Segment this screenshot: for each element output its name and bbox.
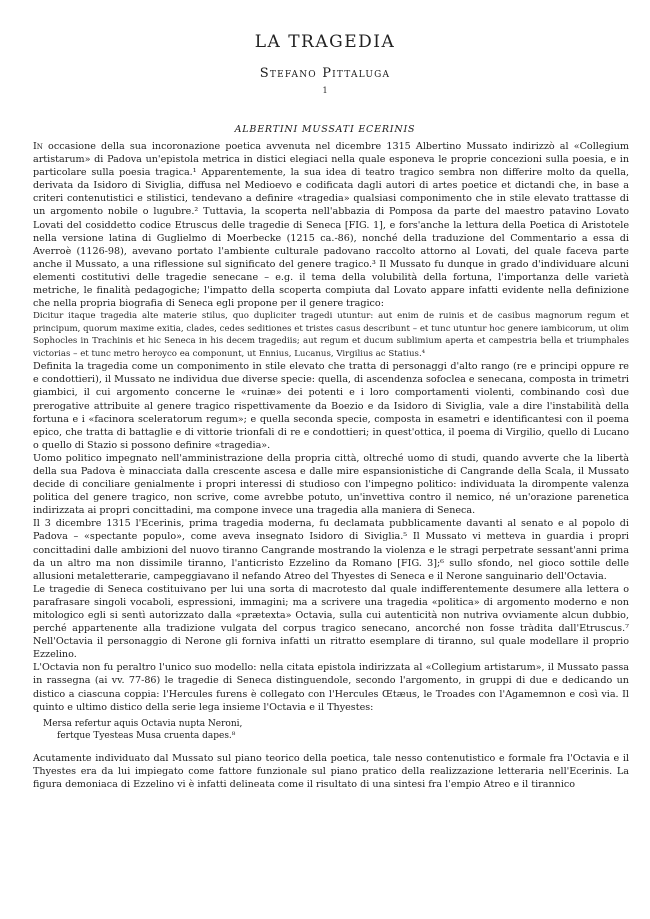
- paragraph-1-initial: In: [33, 141, 43, 152]
- paragraph-1: [33, 140, 629, 310]
- block-quote: Dicitur itaque tragedia alte materie stilus, quo dupliciter tragedi utuntur: aut enim de ruinis et de casibus magnorum regum et principum, quorum maxime exitia, clades, cedes seditiones et tristes casus describunt – et tunc utuntur hoc genere iambicorum, ut olim Sophocles in Trachinis et hic Seneca in his decem tragediis; aut regum et ducum sublimium aperta et campestria bella et triumphales victorias – et tunc metro heroyco ea componunt, ut Ennius, Lucanus, Virgilius ac Statius.⁴: [33, 311, 629, 359]
- paragraph-4: Il 3 dicembre 1315 l'Ecerinis, prima tragedia moderna, fu declamata pubblicamente davanti al senato e al popolo di Padova – «spectante populo», come aveva insegnato Isidoro di Siviglia.⁵ Il Mussato vi metteva in guardia i propri concittadini dalle ambizioni del nuovo tiranno Cangrande mostrando la violenza e le stragi perpetrate sessant'anni prima da un altro ma non dissimile tiranno, l'anticristo Ezzelino da Romano [FIG. 3];⁶ sullo sfondo, nel gioco sottile delle allusioni metaletterarie, campeggiavano il nefando Atreo del Thyestes di Seneca e il Nerone sanguinario dell'Octavia.: [33, 518, 629, 582]
- verse-line-2: fertque Tyesteas Musa cruenta dapes.⁸: [57, 731, 236, 742]
- author-name: Stefano Pittaluga: [259, 66, 391, 81]
- chapter-number: 1: [322, 86, 328, 95]
- section-title: ALBERTINI MUSSATI ECERINIS: [234, 124, 416, 135]
- paragraph-6: L'Octavia non fu peraltro l'unico suo modello: nella citata epistola indirizzata al «Collegium artistarum», il Mussato passa in rassegna (ai vv. 77-86) le tragedie di Seneca distinguendole, secondo l'argomento, in gruppi di due e dedicando un distico a ciascuna coppia: l'Hercules furens è collegato con l'Hercules Œtæus, le Troades con l'Agamemnon e così via. Il quinto e ultimo distico della serie lega insieme l'Octavia e il Thyestes:: [33, 662, 629, 713]
- chapter-title: LA TRAGEDIA: [254, 32, 396, 52]
- paragraph-3: Uomo politico impegnato nell'amministrazione della propria città, oltreché uomo di studi, quando avverte che la libertà della sua Padova è minacciata dalla crescente ascesa e dalle mire espansionistiche di Cangrande della Scala, il Mussato decide di conciliare genialmente i propri interessi di studioso con l'impegno politico: individuata la dirompente valenza politica del genere tragico, non scrive, come avrebbe potuto, un'invettiva contro il nemico, né un'orazione parenetica indirizzata ai propri concittadini, ma compone invece una tragedia alla maniera di Seneca.: [33, 452, 629, 517]
- verse-quote: [43, 718, 629, 743]
- paragraph-2: Definita la tragedia come un componimento in stile elevato che tratta di personaggi d'alto rango (re e principi oppure re e condottieri), il Mussato ne individua due diverse specie: quella, di ascendenza sofoclea e senecana, composta in trimetri giambici, il cui argomento concerne le «ruinæ» dei potenti e i loro comportamenti violenti, combinando così due prerogative attribuite al genere tragico rispettivamente da Boezio e da Isidoro di Siviglia, vale a dire l'instabilità della fortuna e i «facinora sceleratorum regum»; e quella seconda specie, composta in esametri e identificantesi con il poema epico, che tratta di battaglie e di vittorie trionfali di re e condottieri; in quest'ottica, il poema di Virgilio, quello di Lucano o quello di Stazio si possono definire «tragedia».: [33, 361, 629, 451]
- body-text: [33, 140, 629, 791]
- verse-line-1: Mersa refertur aquis Octavia nupta Neroni,: [43, 718, 243, 729]
- paragraph-7: Acutamente individuato dal Mussato sul piano teorico della poetica, tale nesso contenutistico e formale fra l'Octavia e il Thyestes era da lui impiegato come fattore funzionale sul piano pratico della realizzazione letteraria nell'Ecerinis. La figura demoniaca di Ezzelino vi è infatti delineata come il risultato di una sintesi fra l'empio Atreo e il tirannico: [33, 752, 629, 790]
- paragraph-1-text: occasione della sua incoronazione poetica avvenuta nel dicembre 1315 Albertino Mussato indirizzò al «Collegium artistarum» di Padova un'epistola metrica in distici elegiaci nella quale esponeva le proprie concezioni sulla poesia, e in particolare sulla poesia tragica.¹ Apparentemente, la sua idea di teatro tragico sembra non differire molto da quella, derivata da Isidoro di Siviglia, diffusa nel Medioevo e codificata dagli autori di artes poetice et dictandi che, in base a criteri contenutistici e stilistici, tendevano a definire «tragedia» qualsiasi componimento che in stile elevato trattasse di un argomento nobile o lugubre.² Tuttavia, la scoperta nell'abbazia di Pomposa da parte del maestro patavino Lovato Lovati del cosiddetto codice Etruscus delle tragedie di Seneca [FIG. 1], e fors'anche la lettura della Poetica di Aristotele nella versione latina di Guglielmo di Moerbecke (1215 ca.-86), nonché della traduzione del Commentario a essa di Averroè (1126-98), avevano portato l'ambiente culturale padovano raccolto attorno al Lovati, del quale faceva parte anche il Mussato, a una riflessione sul significato del genere tragico.³ Il Mussato fu dunque in grado d'individuare alcuni elementi costitutivi delle tragedie senecane – e.g. il tema della volubilità della fortuna, l'importanza delle varietà metriche, le finalità pedagogiche; l'impatto della scoperta compiuta dal Lovato appare infatti evidente nella definizione che nella propria biografia di Seneca egli propone per il genere tragico:: [33, 141, 629, 310]
- paragraph-5: Le tragedie di Seneca costituivano per lui una sorta di macrotesto dal quale indifferentemente desumere alla lettera o parafrasare singoli vocaboli, espressioni, immagini; ma a scrivere una tragedia «politica» di argomento moderno e non mitologico egli si sentì autorizzato dalla «prætexta» Octavia, sulla cui autenticità non nutriva ovviamente alcun dubbio, perché appartenente alla tradizione vulgata del corpus tragico senecano, ancorché non fosse tràdita dall'Etruscus.⁷ Nell'Octavia il personaggio di Nerone gli forniva infatti un ritratto esemplare di tiranno, sul quale modellare il proprio Ezzelino.: [33, 583, 629, 661]
